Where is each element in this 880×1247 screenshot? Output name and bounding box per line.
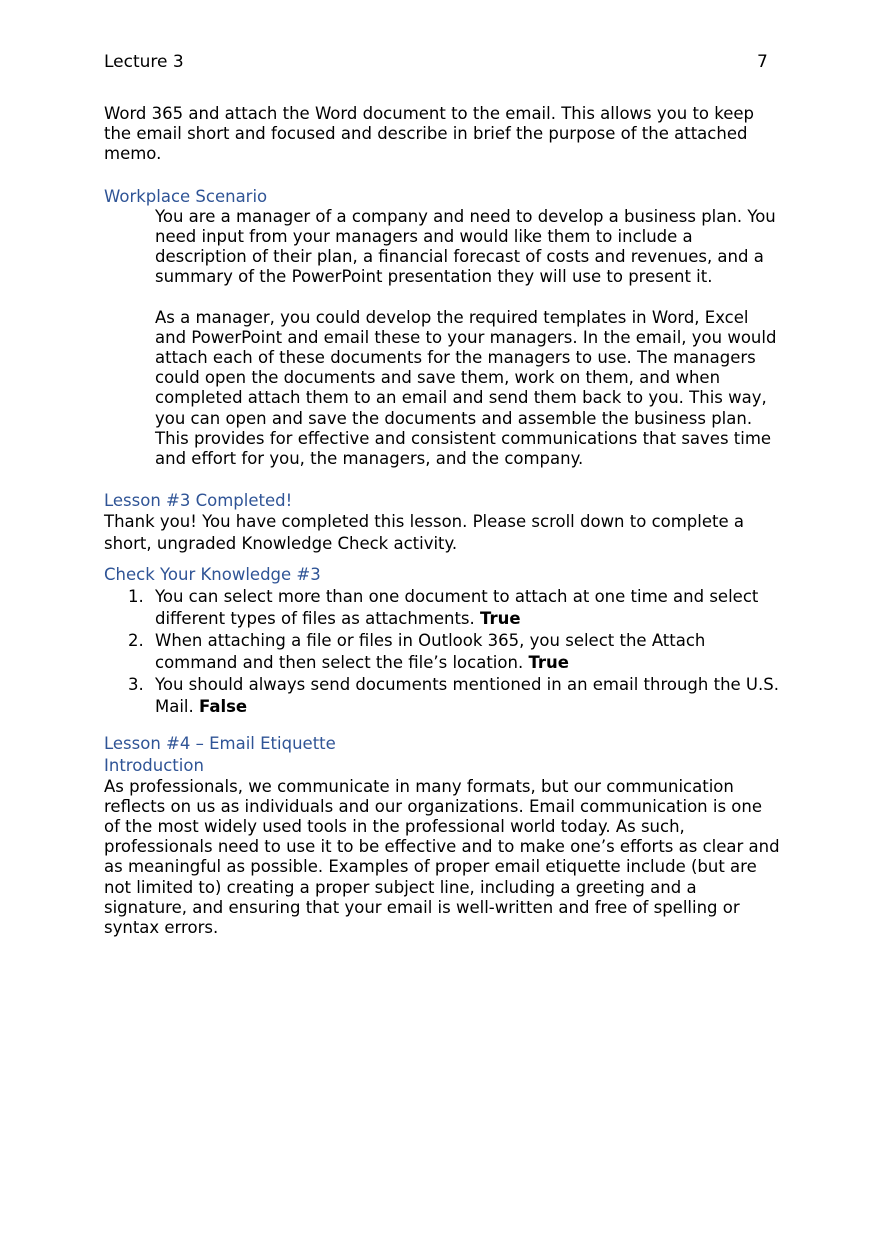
workplace-paragraph-2: As a manager, you could develop the required templates in Word, Excel and PowerPoint and email these to your managers. In the email, you would attach each of these documents for the managers to use. The managers could open the documents and save them, work on them, and when completed attach them to an email and send them back to you. This way, you can open and save the documents and assemble the business plan. This provides for effective and consistent communications that saves time and effort for you, the managers, and the company. [155,307,777,469]
list-item [128,630,780,674]
lesson4-heading: Lesson #4 – Email Etiquette [104,733,336,753]
knowledge-check-list [104,586,780,718]
introduction-heading: Introduction [104,755,204,775]
list-item-number: 1. [128,586,144,606]
answer-label: True [480,608,521,628]
check-knowledge-heading: Check Your Knowledge #3 [104,565,321,585]
header-title: Lecture 3 [104,52,184,72]
workplace-paragraph-1: You are a manager of a company and need to develop a business plan. You need input from your managers and would like them to include a description of their plan, a financial forecast of costs and revenues, and a summary of the PowerPoint presentation they will use to present it. [155,206,776,287]
answer-label: False [199,696,248,716]
lesson4-intro-text: As professionals, we communicate in many formats, but our communication reflects on us as individuals and our organizations. Email communication is one of the most widely used tools in the professional world today. As such, professionals need to use it to be effective and to make one’s efforts as clear and as meaningful as possible. Examples of proper email etiquette include (but are not limited to) creating a proper subject line, including a greeting and a signature, and ensuring that your email is well-written and free of spelling or syntax errors. [104,776,780,938]
intro-paragraph: Word 365 and attach the Word document to the email. This allows you to keep the email short and focused and describe in brief the purpose of the attached memo. [104,104,755,164]
document-body [104,104,780,938]
list-item [128,674,780,718]
workplace-scenario-heading: Workplace Scenario [104,186,268,206]
list-item [128,586,780,630]
lesson3-completed-text: Thank you! You have completed this lesson. Please scroll down to complete a short, ungraded Knowledge Check activity. [104,512,744,553]
list-item-number: 3. [128,674,144,694]
answer-label: True [528,652,569,672]
question-text: You can select more than one document to attach at one time and select different types of files as attachments. [155,586,759,628]
question-text: You should always send documents mentioned in an email through the U.S. Mail. [155,674,779,716]
question-text: When attaching a file or files in Outlook 365, you select the Attach command and then select the file’s location. [155,630,706,672]
lesson3-completed-heading: Lesson #3 Completed! [104,491,293,511]
list-item-number: 2. [128,630,144,650]
page-number: 7 [757,52,768,72]
